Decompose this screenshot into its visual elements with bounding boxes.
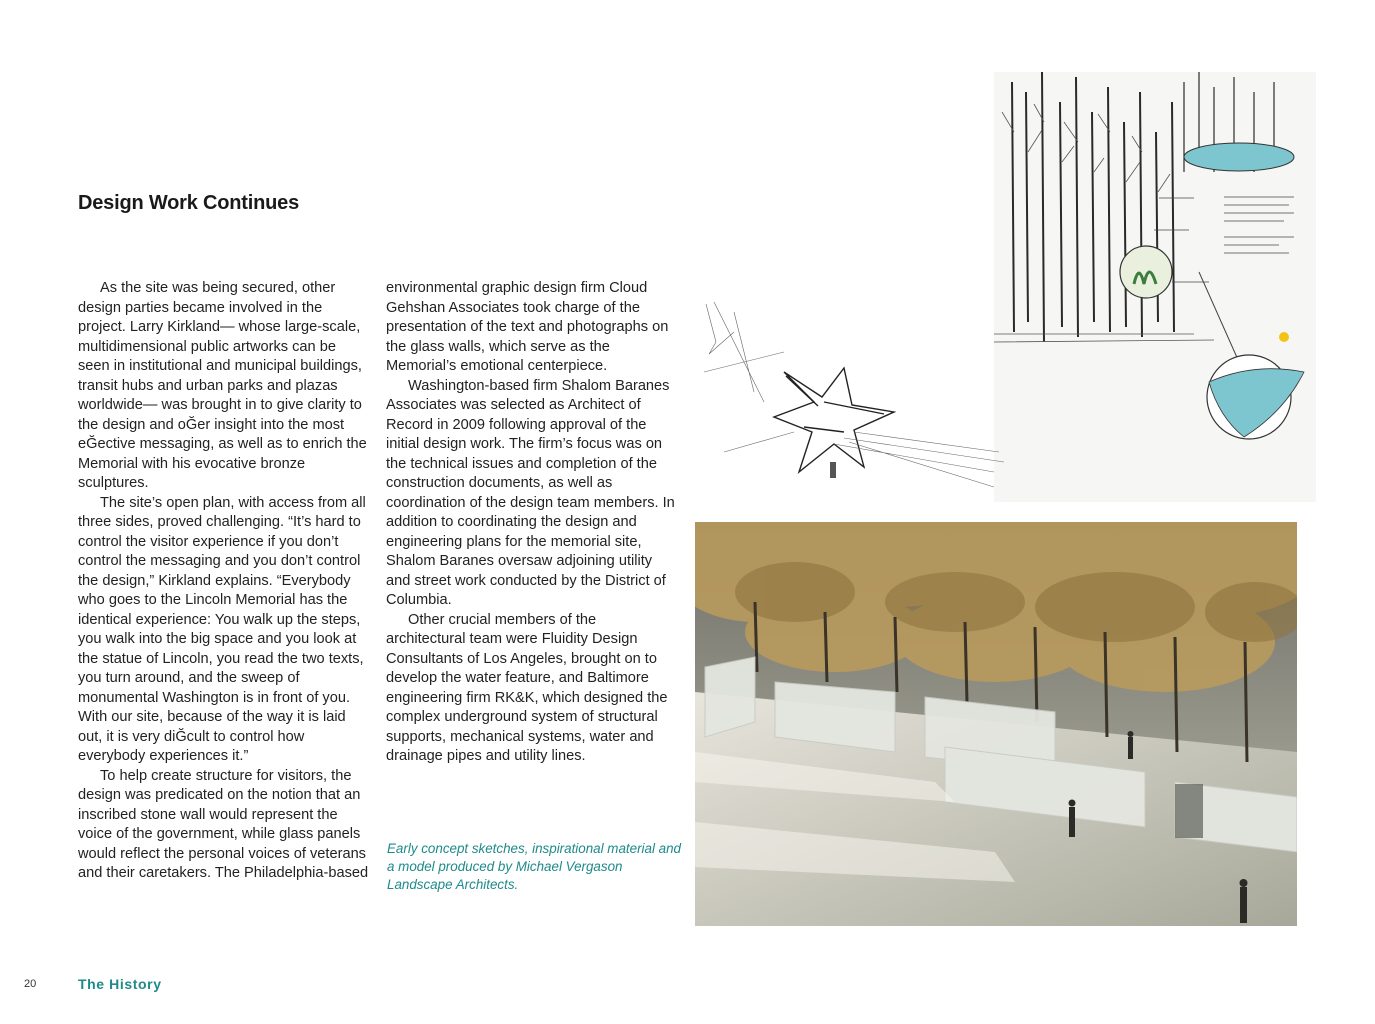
paragraph: environmental graphic design firm Cloud Gehshan Associates took charge of the presentation of the text and photographs on the glass walls, which serve as the Memorial’s emotional centerpiece. [386, 280, 669, 374]
section-name: The History [78, 976, 162, 992]
page-number: 20 [24, 978, 37, 990]
paragraph: The site’s open plan, with access from all three sides, proved challenging. “It’s hard to control the visitor experience if you don’t control the messaging and you don’t control the design,” Kirkland explains. “Everybody who goes to the Lincoln Memorial has the identical experience: You walk up the steps, you walk into the big space and you look at the statue of Lincoln, you read the two texts, you turn around, and the sweep of monumental Washington is in front of you. With our site, because of the way it is laid out, it is very diĞcult to control how everybody experiences it.” [78, 494, 366, 764]
paragraph: Washington-based firm Shalom Baranes Associates was selected as Architect of Record in 2009 following approval of the initial design work. The firm’s focus was on the technical issues and completion of the construction documents, as well as coordination of the design team members. In addition to coordinating the design and engineering plans for the memorial site, Shalom Baranes oversaw adjoining utility and street work conducted by the District of Columbia. [386, 377, 675, 608]
text-column-right [386, 279, 678, 767]
memorial-model-photo [695, 522, 1297, 926]
text-column-left [78, 279, 370, 884]
paragraph: Other crucial members of the architectural team were Fluidity Design Consultants of Los Angeles, brought on to develop the water feature, and Baltimore engineering firm RK&K, which designed the complex underground system of structural supports, mechanical systems, water and drainage pipes and utility lines. [386, 611, 668, 764]
section-heading: Design Work Continues [78, 192, 300, 214]
paragraph: As the site was being secured, other design parties became involved in the project. Larry Kirkland— whose large-scale, multidimensional public artworks can be seen in institutional and municipal buildings, transit hubs and urban parks and plazas worldwide— was brought in to give clarity to the design and oĞer insight into the most eĞective messaging, as well as to enrich the Memorial with his evocative bronze sculptures. [78, 280, 367, 491]
paragraph: To help create structure for visitors, the design was predicated on the notion that an inscribed stone wall would represent the voice of the government, while glass panels would reflect the personal voices of veterans and their caretakers. The Philadelphia-based [78, 767, 369, 881]
concept-sketch-image [694, 72, 1316, 502]
figure-caption: Early concept sketches, inspirational material and a model produced by Michael Vergason Landscape Architects. [387, 841, 681, 892]
